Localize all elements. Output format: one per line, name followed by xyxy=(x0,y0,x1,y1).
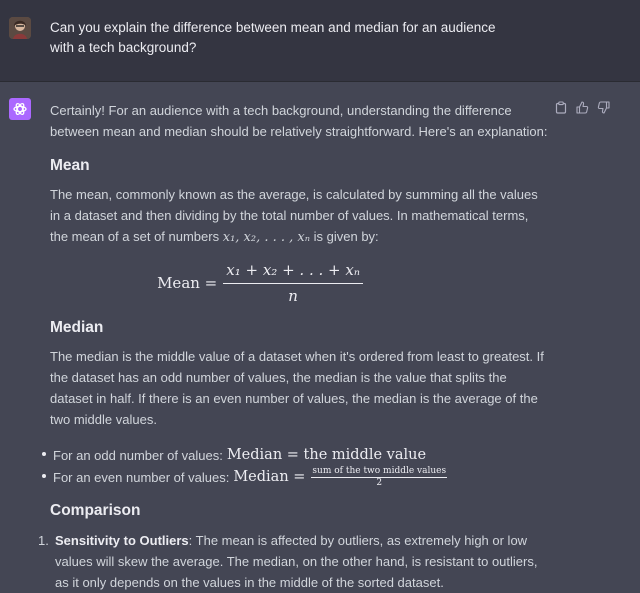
median-heading: Median xyxy=(50,319,104,336)
intro-paragraph: Certainly! For an audience with a tech background, understanding the difference between mean and median should be relatively straightforward. Here's an explanation: xyxy=(50,103,548,139)
thumbs-down-icon xyxy=(597,101,610,114)
user-message-text: Can you explain the difference between mean and median for an audience with a tech background? xyxy=(50,20,496,55)
clipboard-icon xyxy=(555,101,567,114)
thumbs-down-button[interactable] xyxy=(596,100,610,114)
comparison-item-title: Sensitivity to Outliers xyxy=(55,533,189,548)
median-paragraph: The median is the middle value of a dataset when it's ordered from least to greatest. If the dataset has an odd number of values, the median is the value that splits the dataset in half. If there is an even number of values, the median is the average of the two middle values. xyxy=(50,349,544,427)
median-bullet-list xyxy=(50,444,550,488)
formula-denominator: n xyxy=(288,287,298,305)
thumbs-up-icon xyxy=(576,101,589,114)
assistant-message-content xyxy=(38,100,550,593)
bullet-fraction-denominator: 2 xyxy=(376,478,383,488)
comparison-list xyxy=(38,530,550,593)
mean-text-end: is given by: xyxy=(313,229,379,244)
bullet-fraction-numerator: sum of the two middle values xyxy=(312,466,447,476)
bullet-formula: Median = the middle value xyxy=(226,446,427,463)
mean-set-math: x₁, x₂, . . . , xₙ xyxy=(222,230,311,245)
thumbs-up-button[interactable] xyxy=(575,100,589,114)
list-number: 1. xyxy=(38,533,49,548)
bullet-fraction xyxy=(311,466,447,488)
formula-label: Mean = xyxy=(157,274,218,292)
comparison-item-text: : The mean is affected by outliers, as extremely high or low values will skew the average. The median, on the other hand, is resistant to outliers, as it only depends on the values in the middle of the sorted dataset. xyxy=(55,533,538,590)
mean-text: The mean, commonly known as the average, is calculated by summing all the values in a dataset and then dividing by the total number of values. In mathematical terms, the mean of a set of numbers xyxy=(50,187,538,244)
user-avatar xyxy=(9,17,31,39)
bullet-label: For an odd number of values: xyxy=(53,447,223,463)
mean-formula xyxy=(50,260,550,307)
bullet-label: For an even number of values: xyxy=(53,469,230,485)
mean-heading: Mean xyxy=(50,157,90,174)
list-item xyxy=(38,530,550,593)
chatgpt-logo-icon xyxy=(9,98,31,120)
formula-numerator: x₁ + x₂ + . . . + xₙ xyxy=(223,260,363,284)
list-item xyxy=(49,466,550,488)
list-item xyxy=(49,444,550,466)
bullet-formula: Median = xyxy=(233,468,306,485)
assistant-message-row xyxy=(0,82,640,590)
message-actions xyxy=(554,100,610,114)
comparison-heading: Comparison xyxy=(50,502,141,519)
mean-paragraph xyxy=(50,184,550,248)
formula-fraction xyxy=(223,260,363,307)
user-message-row xyxy=(0,0,640,82)
copy-button[interactable] xyxy=(554,100,568,114)
